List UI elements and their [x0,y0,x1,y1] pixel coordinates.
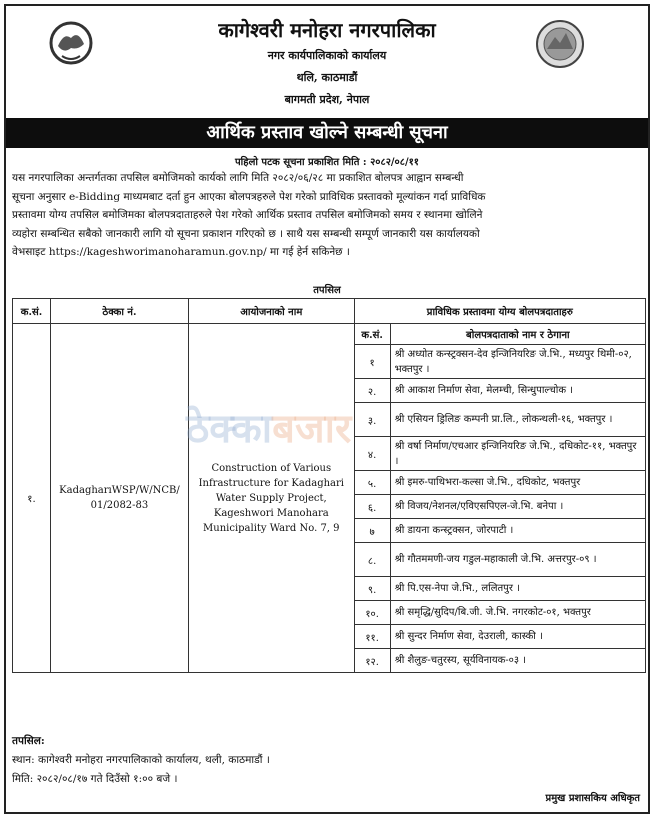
bidder-name: श्री गौतममणी-जय गडुल-महाकाली जे.भि. अत्तरपुर-०९ । [390,543,645,577]
signature-title: प्रमुख प्रशासकिय अधिकृत [545,793,640,804]
bidder-sn: ४. [354,437,390,471]
office-name: नगर कार्यपालिकाको कार्यालय [267,49,387,62]
province: बागमती प्रदेश, नेपाल [284,93,370,106]
bidder-name: श्री शैलुङ-चतुरस्य, सूर्यविनायक-०३ । [390,649,645,673]
bidder-name: श्री पि.एस-नेपा जे.भि., ललितपुर । [390,577,645,601]
footer-place: स्थान: कागेश्वरी मनोहरा नगरपालिकाको कार्यालय, थली, काठमाडौं । [12,754,270,766]
bidder-sn: ५. [354,471,390,495]
watermark [186,399,351,454]
bidder-sn: ८. [354,543,390,577]
bidder-name: श्री वर्षा निर्माण/एचआर इन्जिनियरिङ जे.भि., दधिकोट-११, भक्तपुर । [390,437,645,471]
subheader-sn: क.सं. [354,324,390,345]
bidder-name: श्री समृद्धि/सुदिप/बि.जी. जे.भि. नगरकोट-०१, भक्तपुर [390,601,645,625]
org-name: कागेश्वरी मनोहरा नगरपालिका [218,18,436,42]
contract-number: KadagharıWSP/W/NCB/ 01/2082-83 [50,324,188,673]
notice-page [4,4,650,814]
bidders-table [12,298,646,673]
bidder-name: श्री विजय/नेशनल/एविएसपिएल-जे.भि. बनेपा । [390,495,645,519]
bidder-sn: १२. [354,649,390,673]
body-line: वेभसाइट https://kageshworimanoharamun.gov.np/ मा गई हेर्न सकिनेछ । [12,246,350,259]
body-line: यस नगरपालिका अन्तर्गतका तपसिल बमोजिमको कार्यको लागि मिति २०८२/०६/२८ मा प्रकाशित बोलपत्र आह्वान सम्बन्धी [12,172,464,184]
bidder-name: श्री अध्योत कन्स्ट्रक्सन-देव इन्जिनियरिङ जे.भि., मध्यपुर थिमी-०२, भक्तपुर । [390,345,645,379]
bidder-sn: ११. [354,625,390,649]
bidder-sn: ९. [354,577,390,601]
letterhead [6,6,648,118]
publication-date: पहिलो पटक सूचना प्रकाशित मिति : २०८२/०८/११ [235,157,419,168]
body-line: व्यहोरा सम्बन्धित सबैको जानकारी लागि यो सूचना प्रकाशन गरिएको छ । साथै यस सम्बन्धी सम्पूर्ण जानकारी यस कार्यालयको [12,227,480,240]
header-contract-no: ठेक्का नं. [50,299,188,324]
watermark-part2: बजार [272,406,352,452]
municipality-logo-icon [535,19,585,69]
body-line: प्रस्तावमा योग्य तपसिल बमोजिमका बोलपत्रदाताहरुले पेश गरेको आर्थिक प्रस्ताव तपसिल बमोजिमको समय र स्थानमा खोलिने [12,209,483,222]
footer-details [12,732,270,789]
bidder-sn: ६. [354,495,390,519]
watermark-part1: ठेक्का [186,406,273,452]
bidder-name: श्री एसियन ड्रिलिङ कम्पनी प्रा.लि., लोकन्थली-१६, भक्तपुर । [390,403,645,437]
footer-date: मिति: २०८२/०८/१७ गते दिउँसो १:०० बजे । [12,773,178,785]
tapasil-heading: तपसिल [313,285,341,296]
bidder-name: श्री सुन्दर निर्माण सेवा, देउराली, कास्की । [390,625,645,649]
header-qualified-bidders: प्राविधिक प्रस्तावमा योग्य बोलपत्रदाताहरु [354,299,645,324]
project-name: Construction of Various Infrastructure for Kadaghari Water Supply Project, Kageshwori Manohara Municipality Ward No. 7, 9 [188,324,354,673]
bidder-sn: २. [354,379,390,403]
bidder-sn: १०. [354,601,390,625]
row-sn: १. [13,324,51,673]
notice-title-banner: आर्थिक प्रस्ताव खोल्ने सम्बन्धी सूचना [6,118,648,148]
bidder-sn: ३. [354,403,390,437]
bidder-name: श्री इमरु-पाथिभरा-कल्सा जे.भि., दधिकोट, भक्तपुर [390,471,645,495]
header-sn: क.सं. [13,299,51,324]
bidder-sn: १ [354,345,390,379]
bidder-name: श्री आकाश निर्माण सेवा, मेलम्ची, सिन्धुपाल्चोक । [390,379,645,403]
subheader-bidder-name: बोलपत्रदाताको नाम र ठेगाना [390,324,645,345]
office-location: थलि, काठमाडौं [296,71,358,84]
body-line: सूचना अनुसार e-Bidding माध्यमबाट दर्ता हुन आएका बोलपत्रहरुले पेश गरेको प्राविधिक प्रस्तावको मूल्यांकन गर्दा प्राविधिक [12,190,486,203]
header-project: आयोजनाको नाम [188,299,354,324]
bidder-sn: ७ [354,519,390,543]
bidder-name: श्री डायना कन्स्ट्रक्सन, जोरपाटी । [390,519,645,543]
footer-label: तपसिल: [12,735,45,747]
notice-body [12,169,644,262]
